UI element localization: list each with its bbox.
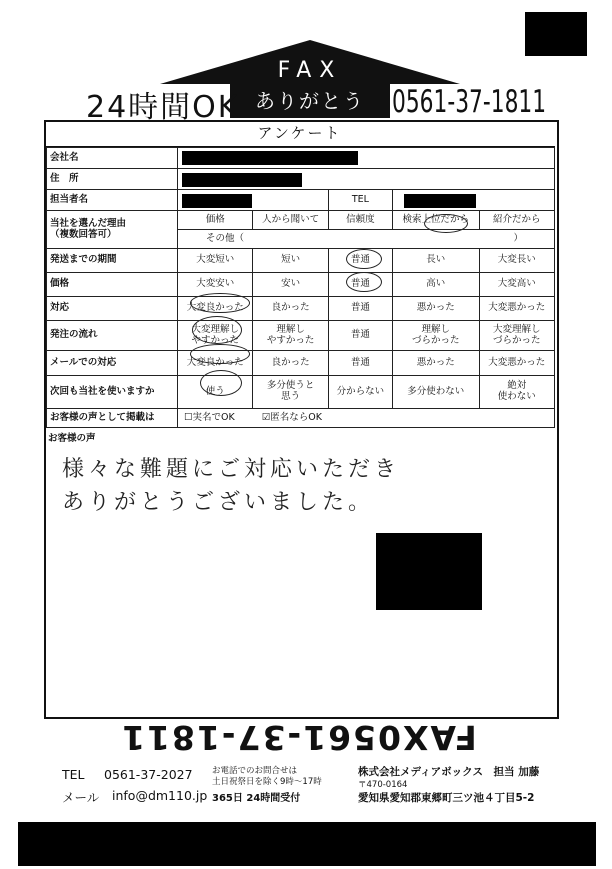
table-row: [47, 409, 555, 428]
footer-mail-label: メール: [62, 790, 100, 805]
circle-mark: [200, 370, 242, 396]
option-cell[interactable]: 悪かった: [392, 297, 479, 321]
voice-label: お客様の声: [48, 433, 96, 444]
option-cell[interactable]: 普通: [328, 273, 392, 297]
voice-line-2: ありがとうございました。: [62, 490, 375, 515]
option-cell[interactable]: 人から聞いて: [253, 211, 328, 230]
address-label: 住 所: [47, 169, 178, 190]
option-cell[interactable]: 分からない: [328, 376, 392, 409]
footer-mail-note: 365日 24時間受付: [212, 793, 301, 804]
option-cell[interactable]: 検索上位だから: [392, 211, 479, 230]
survey-table: [46, 147, 555, 428]
option-cell[interactable]: 普通: [328, 351, 392, 376]
person-label: 担当者名: [47, 190, 178, 211]
question-label: 価格: [47, 273, 178, 297]
option-cell[interactable]: 使う: [178, 376, 253, 409]
redaction-person: [182, 194, 252, 208]
option-cell[interactable]: 安い: [253, 273, 328, 297]
other-close: ）: [513, 232, 523, 244]
option-cell[interactable]: 多分使うと 思う: [253, 376, 328, 409]
footer-address: 愛知県愛知郡東郷町三ツ池４丁目5-2: [358, 792, 535, 804]
table-row: [47, 321, 555, 351]
header-fax-number: 0561-37-1811: [392, 84, 547, 120]
big-fax-number: FAX0561-37-1811: [120, 718, 477, 757]
publish-real-name-checkbox[interactable]: ☐実名でOK: [184, 411, 235, 423]
footer-zip: 〒470-0164: [358, 780, 408, 790]
voice-line-1: 様々な難題にご対応いただき: [62, 457, 401, 482]
table-row: [47, 190, 555, 211]
question-label: 発注の流れ: [47, 321, 178, 351]
option-cell[interactable]: 長い: [392, 249, 479, 273]
option-cell[interactable]: 大変理解し づらかった: [479, 321, 554, 351]
redaction-tel: [404, 194, 476, 208]
circle-mark: [424, 214, 468, 233]
footer-tel-note-1: お電話でのお問合せは: [212, 766, 298, 776]
option-cell[interactable]: 絶対 使わない: [479, 376, 554, 409]
option-cell[interactable]: 価格: [178, 211, 253, 230]
option-cell[interactable]: 普通: [328, 297, 392, 321]
table-row: [47, 211, 555, 230]
table-row: [47, 273, 555, 297]
other-label: その他（: [206, 232, 245, 244]
question-label: 当社を選んだ理由 （複数回答可）: [47, 211, 178, 249]
footer-tel-label: TEL: [62, 767, 85, 782]
option-cell[interactable]: 大変理解し やすかった: [178, 321, 253, 351]
option-cell[interactable]: 大変良かった: [178, 351, 253, 376]
option-cell[interactable]: 大変悪かった: [479, 297, 554, 321]
table-row: [47, 351, 555, 376]
footer-mail[interactable]: info@dm110.jp: [112, 788, 208, 803]
option-cell[interactable]: 高い: [392, 273, 479, 297]
option-cell[interactable]: 良かった: [253, 297, 328, 321]
circle-mark: [190, 293, 250, 313]
circle-mark: [346, 272, 382, 292]
other-option[interactable]: [178, 230, 555, 249]
publish-anonymous-checkbox[interactable]: ☑匿名ならOK: [261, 411, 322, 423]
footer-company: 株式会社メディアボックス 担当 加藤: [358, 766, 540, 778]
publish-label: お客様の声として掲載は: [47, 409, 178, 428]
option-cell[interactable]: 大変良かった: [178, 297, 253, 321]
tel-label: TEL: [328, 190, 392, 211]
question-label: 次回も当社を使いますか: [47, 376, 178, 409]
option-cell[interactable]: 大変長い: [479, 249, 554, 273]
option-cell[interactable]: 理解し やすかった: [253, 321, 328, 351]
option-cell[interactable]: 信頼度: [328, 211, 392, 230]
redaction-signature: [376, 533, 482, 610]
company-label: 会社名: [47, 148, 178, 169]
table-row: [47, 297, 555, 321]
option-cell[interactable]: 多分使わない: [392, 376, 479, 409]
header-thanks: ありがとう: [230, 84, 390, 118]
option-cell[interactable]: 悪かった: [392, 351, 479, 376]
circle-mark: [190, 344, 250, 364]
question-label: 対応: [47, 297, 178, 321]
header-fax-label: FAX: [277, 58, 343, 83]
circle-mark: [346, 249, 382, 269]
question-label: メールでの対応: [47, 351, 178, 376]
option-cell[interactable]: 大変悪かった: [479, 351, 554, 376]
table-row: [47, 249, 555, 273]
option-cell[interactable]: 理解し づらかった: [392, 321, 479, 351]
option-cell[interactable]: 良かった: [253, 351, 328, 376]
table-row: [47, 376, 555, 409]
option-cell[interactable]: 大変短い: [178, 249, 253, 273]
option-cell[interactable]: 紹介だから: [479, 211, 554, 230]
footer-tel[interactable]: 0561-37-2027: [104, 767, 193, 782]
redaction-top-right: [525, 12, 587, 56]
redaction-bottom: [18, 822, 596, 866]
circle-mark: [192, 316, 242, 344]
option-cell[interactable]: 大変安い: [178, 273, 253, 297]
option-cell[interactable]: 大変高い: [479, 273, 554, 297]
option-cell[interactable]: 普通: [328, 249, 392, 273]
survey-title: アンケート: [44, 120, 555, 147]
publish-options: [178, 409, 555, 428]
option-cell[interactable]: 短い: [253, 249, 328, 273]
footer-tel-note-2: 土日祝祭日を除く9時〜17時: [212, 777, 322, 787]
option-cell[interactable]: 普通: [328, 321, 392, 351]
header-hours: 24時間OK: [86, 90, 240, 125]
question-label: 発送までの期間: [47, 249, 178, 273]
redaction-company: [182, 151, 358, 165]
redaction-address: [182, 173, 302, 187]
